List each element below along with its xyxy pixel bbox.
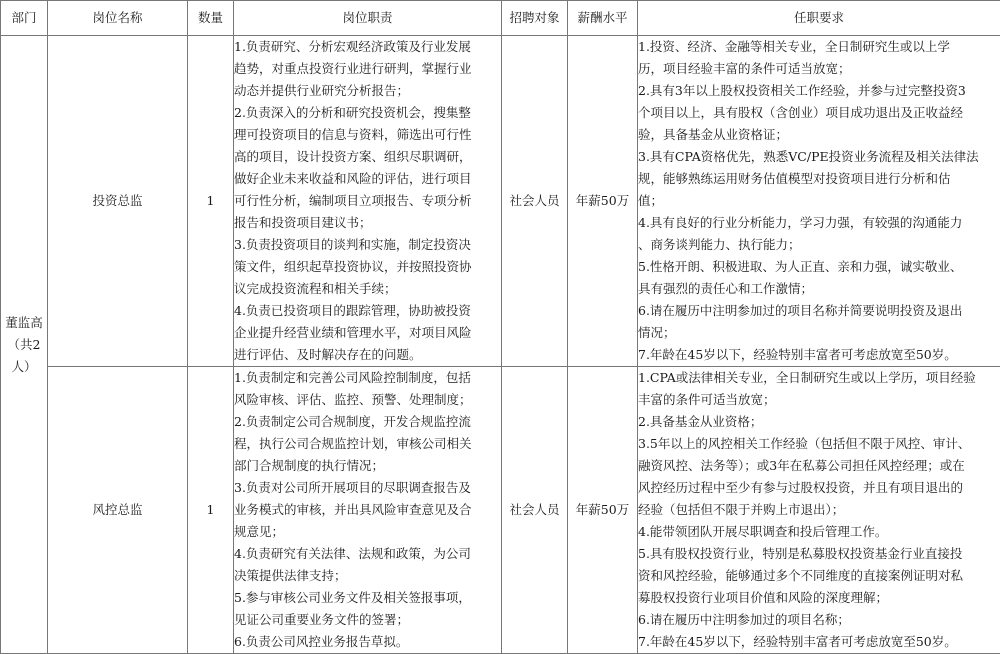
header-position: 岗位名称 (48, 1, 188, 36)
duty-line: 3.负责投资项目的谈判和实施，制定投资决 (234, 234, 501, 256)
duty-line: 程，执行公司合规监控计划，审核公司相关 (234, 433, 501, 455)
duty-line: 做好企业未来收益和风险的评估，进行项目 (234, 168, 501, 190)
requirement-line: 5.具有股权投资行业，特别是私募股权投资基金行业直接投 (638, 543, 1000, 565)
requirement-line: 验，具备基金从业资格证； (638, 124, 1000, 146)
position-count: 1 (188, 367, 234, 654)
duty-line: 3.负责对公司所开展项目的尽职调查报告及 (234, 477, 501, 499)
requirement-line: 融资风控、法务等）；或3年在私募公司担任风控经理；或在 (638, 455, 1000, 477)
requirement-line: 4.能带领团队开展尽职调查和投后管理工作。 (638, 521, 1000, 543)
requirement-line: 2.具备基金从业资格； (638, 411, 1000, 433)
duty-line: 2.负责深入的分析和研究投资机会，搜集整 (234, 102, 501, 124)
duty-line: 企业提升经营业绩和管理水平，对项目风险 (234, 322, 501, 344)
requirement-line: 丰富的条件可适当放宽； (638, 389, 1000, 411)
requirement-line: 、商务谈判能力、执行能力； (638, 234, 1000, 256)
duty-line: 动态并提供行业研究分析报告； (234, 80, 501, 102)
requirement-line: 2.具有3年以上股权投资相关工作经验，并参与过完整投资3 (638, 80, 1000, 102)
duties-cell (234, 36, 502, 367)
header-count: 数量 (188, 1, 234, 36)
requirement-line: 经验（包括但不限于并购上市退出）； (638, 499, 1000, 521)
header-duties: 岗位职责 (234, 1, 502, 36)
duty-line: 决策提供法律支持； (234, 565, 501, 587)
salary-level: 年薪50万 (568, 36, 638, 367)
recruit-target: 社会人员 (502, 367, 568, 654)
duty-line: 1.负责研究、分析宏观经济政策及行业发展 (234, 36, 501, 58)
duty-line: 风险审核、评估、监控、预警、处理制度； (234, 389, 501, 411)
duty-line: 业务模式的审核，并出具风险审查意见及合 (234, 499, 501, 521)
requirement-line: 规，能够熟练运用财务估值模型对投资项目进行分析和估 (638, 168, 1000, 190)
duty-line: 5.参与审核公司业务文件及相关签报事项， (234, 587, 501, 609)
requirement-line: 资和风控经验，能够通过多个不同维度的直接案例证明对私 (638, 565, 1000, 587)
requirement-line: 1.CPA或法律相关专业，全日制研究生或以上学历，项目经验 (638, 367, 1000, 389)
requirements-cell (638, 36, 1000, 367)
requirement-line: 募股权投资行业项目价值和风险的深度理解； (638, 587, 1000, 609)
duty-line: 报告和投资项目建议书； (234, 212, 501, 234)
header-requirements: 任职要求 (638, 1, 1000, 36)
requirement-line: 具有强烈的责任心和工作激情； (638, 278, 1000, 300)
table-row (1, 36, 1000, 367)
salary-level: 年薪50万 (568, 367, 638, 654)
duty-line: 规意见； (234, 521, 501, 543)
duty-line: 见证公司重要业务文件的签署； (234, 609, 501, 631)
duty-line: 6.负责公司风控业务报告草拟。 (234, 631, 501, 653)
requirement-line: 4.具有良好的行业分析能力，学习力强，有较强的沟通能力 (638, 212, 1000, 234)
requirement-line: 3.具有CPA资格优先，熟悉VC/PE投资业务流程及相关法律法 (638, 146, 1000, 168)
requirement-line: 1.投资、经济、金融等相关专业，全日制研究生或以上学 (638, 36, 1000, 58)
requirements-cell (638, 367, 1000, 654)
duty-line: 4.负责研究有关法律、法规和政策，为公司 (234, 543, 501, 565)
requirement-line: 3.5年以上的风控相关工作经验（包括但不限于风控、审计、 (638, 433, 1000, 455)
duty-line: 1.负责制定和完善公司风险控制制度，包括 (234, 367, 501, 389)
header-salary: 薪酬水平 (568, 1, 638, 36)
duty-line: 部门合规制度的执行情况； (234, 455, 501, 477)
duty-line: 理可投资项目的信息与资料，筛选出可行性 (234, 124, 501, 146)
duty-line: 议完成投资流程和相关手续； (234, 278, 501, 300)
duty-line: 高的项目，设计投资方案、组织尽职调研， (234, 146, 501, 168)
requirement-line: 5.性格开朗、积极进取、为人正直、亲和力强，诚实敬业、 (638, 256, 1000, 278)
requirement-line: 7.年龄在45岁以下，经验特别丰富者可考虑放宽至50岁。 (638, 344, 1000, 366)
requirement-line: 风控经历过程中至少有参与过股权投资，并且有项目退出的 (638, 477, 1000, 499)
requirement-line: 7.年龄在45岁以下，经验特别丰富者可考虑放宽至50岁。 (638, 631, 1000, 653)
position-title: 风控总监 (48, 367, 188, 654)
duty-line: 可行性分析，编制项目立项报告、专项分析 (234, 190, 501, 212)
duty-line: 2.负责制定公司合规制度，开发合规监控流 (234, 411, 501, 433)
duty-line: 4.负责已投资项目的跟踪管理，协助被投资 (234, 300, 501, 322)
requirement-line: 个项目以上，具有股权（含创业）项目成功退出及正收益经 (638, 102, 1000, 124)
duty-line: 进行评估、及时解决存在的问题。 (234, 344, 501, 366)
position-count: 1 (188, 36, 234, 367)
department-cell: 董监高（共2人） (1, 36, 48, 654)
requirement-line: 6.请在履历中注明参加过的项目名称； (638, 609, 1000, 631)
duty-line: 策文件，组织起草投资协议，并按照投资协 (234, 256, 501, 278)
header-department: 部门 (1, 1, 48, 36)
header-row (1, 1, 1000, 36)
requirement-line: 历，项目经验丰富的条件可适当放宽； (638, 58, 1000, 80)
position-title: 投资总监 (48, 36, 188, 367)
header-target: 招聘对象 (502, 1, 568, 36)
duties-cell (234, 367, 502, 654)
duty-line: 趋势，对重点投资行业进行研判，掌握行业 (234, 58, 501, 80)
requirement-line: 情况； (638, 322, 1000, 344)
table-row (1, 367, 1000, 654)
recruit-target: 社会人员 (502, 36, 568, 367)
requirement-line: 值； (638, 190, 1000, 212)
requirement-line: 6.请在履历中注明参加过的项目名称并简要说明投资及退出 (638, 300, 1000, 322)
